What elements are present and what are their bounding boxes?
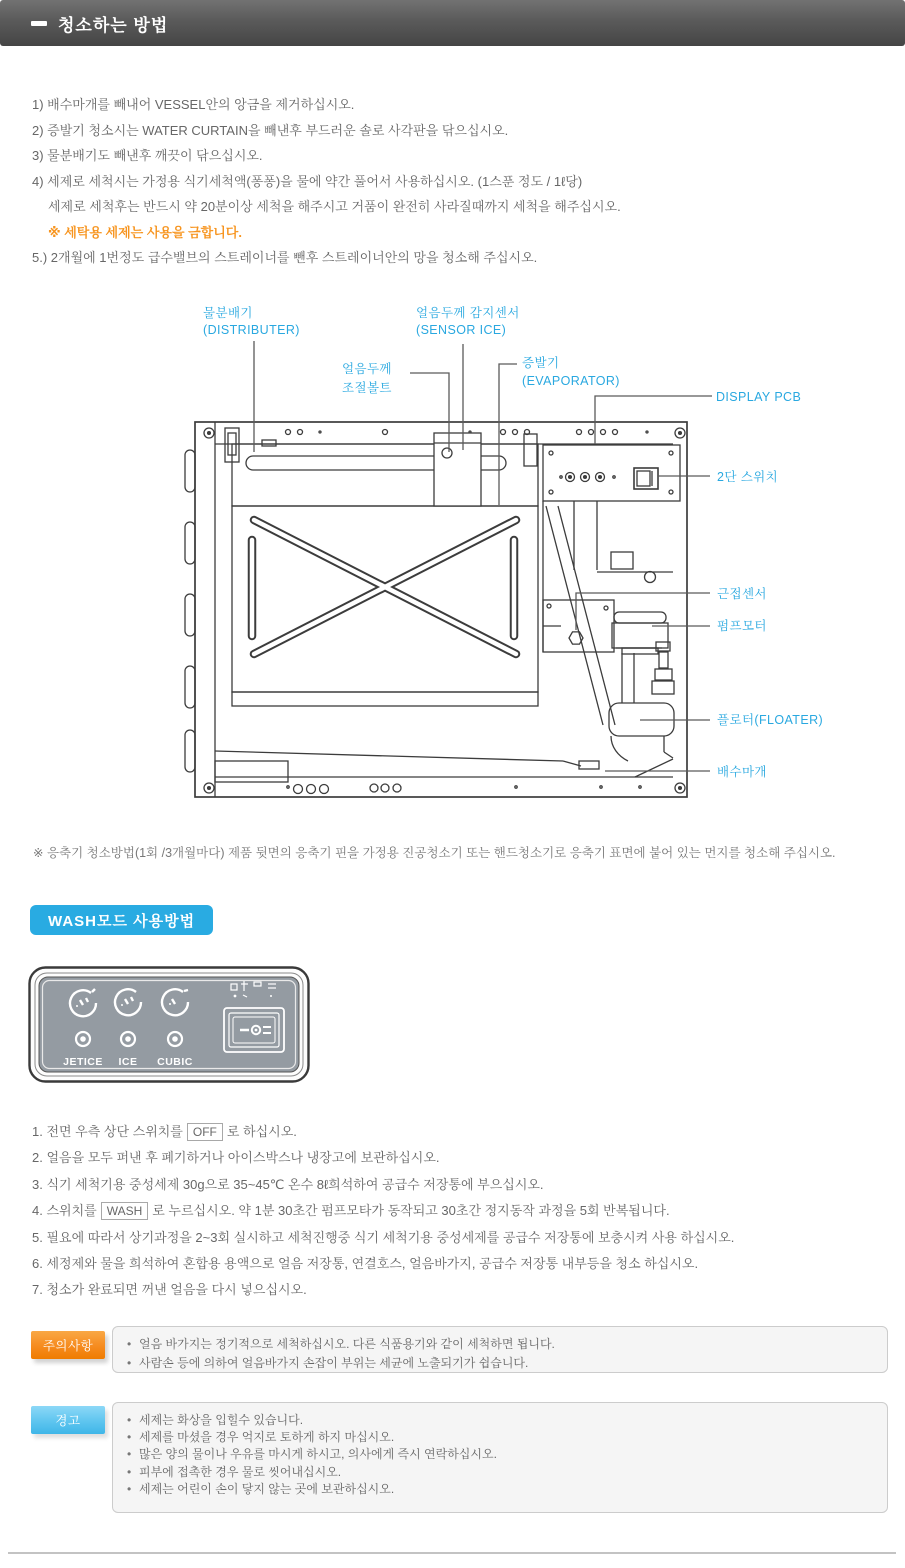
warning-item: • 많은 양의 물이나 우유를 마시게 하시고, 의사에게 즉시 연락하십시오. xyxy=(127,1446,877,1463)
caution-box xyxy=(112,1326,888,1373)
label-drain-plug: 배수마개 xyxy=(717,765,767,779)
warning-box xyxy=(112,1402,888,1513)
machine-body xyxy=(185,422,687,797)
label-2stage-switch: 2단 스위치 xyxy=(717,470,779,484)
condenser-note: ※ 응축기 청소방법(1회 /3개월마다) 제품 뒷면의 응축기 핀을 가정용 진공청소기 또는 핸드청소기로 응축기 표면에 붙어 있는 먼지를 청소해 주십시오. xyxy=(33,846,836,860)
page-bottom-divider xyxy=(8,1552,896,1554)
instruction-line: 2) 증발기 청소시는 WATER CURTAIN을 빼낸후 부드러운 솔로 사각판을 닦으십시오. xyxy=(32,122,509,138)
label-distributer: 물분배기 (DISTRIBUTER) xyxy=(203,306,300,337)
wash-switch-token: WASH xyxy=(101,1202,149,1220)
off-switch-token: OFF xyxy=(187,1123,223,1141)
wash-step: 4. 스위치를 WASH 로 누르십시오. 약 1분 30초간 펌프모타가 동작되고 30초간 정지동작 과정을 5회 반복됩니다. xyxy=(32,1203,670,1219)
label-display-pcb: DISPLAY PCB xyxy=(716,390,802,404)
warning-item: • 세제를 마셨을 경우 억지로 토하게 하지 마십시오. xyxy=(127,1429,877,1446)
wash-step: 1. 전면 우측 상단 스위치를 OFF 로 하십시오. xyxy=(32,1124,297,1139)
led-label-ice: ICE xyxy=(118,1056,138,1068)
wash-step: 3. 식기 세척기용 중성세제 30g으로 35~45℃ 온수 8ℓ희석하여 공급수 저장통에 부으십시오. xyxy=(32,1176,544,1192)
wash-step: 5. 필요에 따라서 상기과정을 2~3회 실시하고 세척진행중 식기 세척기용 중성세제를 공급수 저장통에 보충시켜 사용 하십시오. xyxy=(32,1229,735,1245)
section-header xyxy=(0,0,905,46)
led-label-jetice: JETICE xyxy=(63,1056,103,1068)
label-adjust-bolt: 얼음두께 조절볼트 xyxy=(342,362,392,395)
warning-item: • 세제는 어린이 손이 닿지 않는 곳에 보관하십시오. xyxy=(127,1481,877,1498)
wash-step: 6. 세정제와 물을 희석하여 혼합용 용액으로 얼음 저장통, 연결호스, 얼음바가지, 공급수 저장통 내부등을 청소 하십시오. xyxy=(32,1256,699,1272)
wash-step: 7. 청소가 완료되면 꺼낸 얼음을 다시 넣으십시오. xyxy=(32,1282,307,1298)
wash-mode-steps xyxy=(32,1119,734,1304)
warning-item: • 세제는 화상을 입힐수 있습니다. xyxy=(127,1412,877,1429)
page-title: 청소하는 방법 xyxy=(58,15,169,35)
machine-diagram-drawing xyxy=(0,300,905,820)
label-proximity-sensor: 근접센서 xyxy=(717,587,767,601)
detergent-warning-text: ※ 세탁용 세제는 사용을 금합니다. xyxy=(48,224,242,240)
warning-tag: 경고 xyxy=(31,1406,105,1434)
wash-mode-badge: WASH모드 사용방법 xyxy=(30,905,213,935)
cleaning-instructions xyxy=(32,92,621,271)
instruction-subline: 세제로 세척후는 반드시 약 20분이상 세척을 해주시고 거품이 완전히 사라질때까지 세척을 해주십시오. xyxy=(48,199,621,214)
caution-item: • 얼음 바가지는 정기적으로 세척하십시오. 다른 식품용기와 같이 세척하면 됩니다. xyxy=(127,1335,877,1354)
caution-item: • 사람손 등에 의하여 얼음바가지 손잡이 부위는 세균에 노출되기가 쉽습니다. xyxy=(127,1354,877,1373)
caution-tag: 주의사항 xyxy=(31,1331,105,1359)
instruction-line: 4) 세제로 세척시는 가정용 식기세척액(퐁퐁)을 물에 약간 풀어서 사용하십시오. (1스푼 정도 / 1ℓ당) xyxy=(32,173,583,189)
label-floater: 플로터(FLOATER) xyxy=(717,713,824,727)
led-label-cubic: CUBIC xyxy=(157,1056,193,1068)
instruction-line: 5.) 2개월에 1번정도 급수밸브의 스트레이너를 뺀후 스트레이너안의 망을 청소해 주십시오. xyxy=(32,250,538,265)
machine-diagram xyxy=(0,300,905,820)
instruction-line: 1) 배수마개를 빼내어 VESSEL안의 앙금을 제거하십시오. xyxy=(32,97,355,112)
label-evaporator: 증발기 (EVAPORATOR) xyxy=(522,356,620,388)
warning-item: • 피부에 접촉한 경우 물로 씻어내십시오. xyxy=(127,1464,877,1481)
instruction-line: 3) 물분배기도 빼낸후 깨끗이 닦으십시오. xyxy=(32,148,263,163)
label-pump-motor: 펌프모터 xyxy=(717,619,767,633)
control-panel-illustration xyxy=(28,966,310,1088)
dash-icon xyxy=(31,21,47,26)
label-ice-thickness-sensor: 얼음두께 감지센서 (SENSOR ICE) xyxy=(416,306,520,337)
control-panel-drawing xyxy=(28,966,310,1083)
wash-step: 2. 얼음을 모두 퍼낸 후 폐기하거나 아이스박스나 냉장고에 보관하십시오. xyxy=(32,1150,440,1166)
